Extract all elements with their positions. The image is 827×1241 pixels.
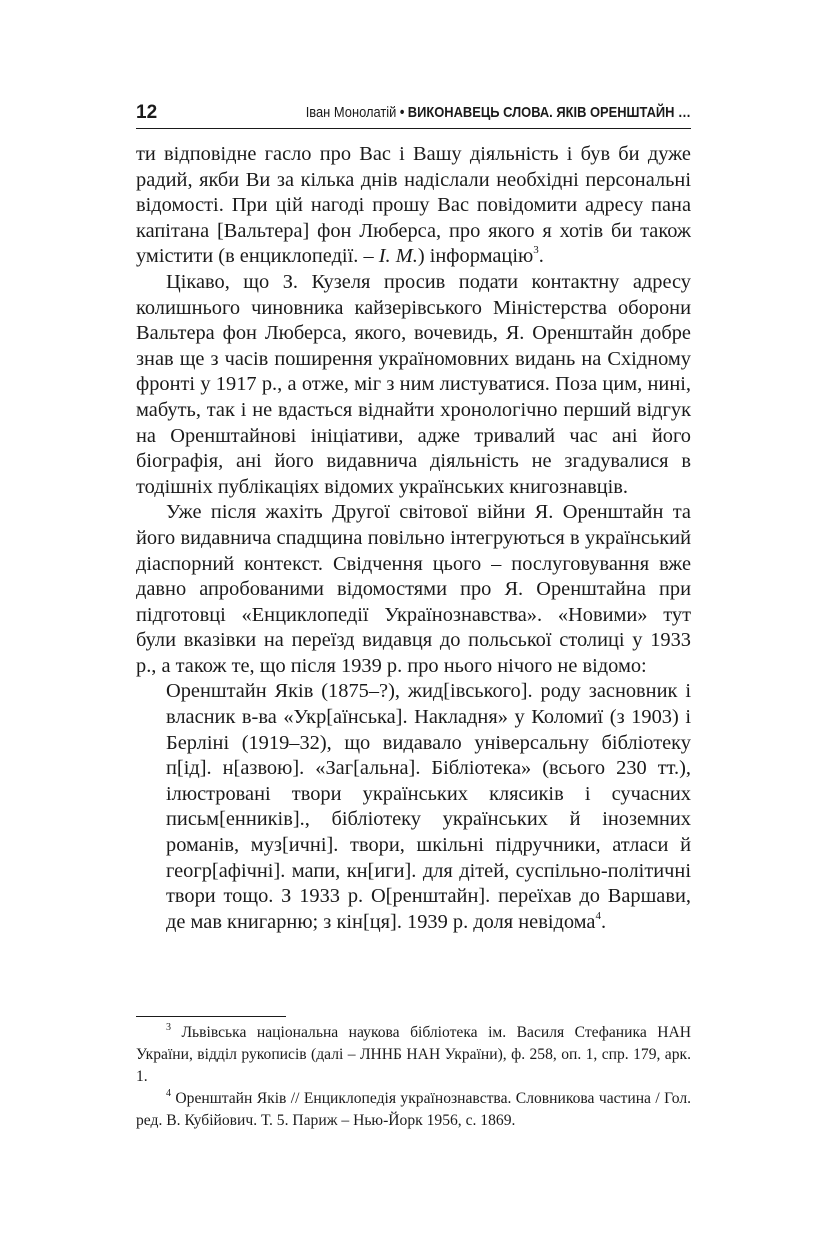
paragraph-letter-continuation (136, 142, 691, 270)
footnote-number: 3 (166, 1022, 171, 1033)
footnote-ref-4: 4 (595, 909, 601, 922)
paragraph-text: ти відповідне гасло про Вас і Вашу діяльність і був би дуже радий, якби Ви за кілька днів надіслали необхідні персональні відомості. При цій нагоді прошу Вас повідомити адресу пана капітана [Вальтера] фон Люберса, про якого я хотів би також умістити (в енциклопедії. – (136, 143, 691, 268)
footnote-divider (136, 1016, 286, 1017)
paragraph-kuzelia: Цікаво, що З. Кузеля просив подати контактну адресу колишнього чиновника кайзерівського Міністерства оборони Вальтера фон Люберса, якого, вочевидь, Я. Оренштайн добре знав ще з часів поширення україномовних видань на Східному фронті у 1917 р., а отже, міг з ним листуватися. Поза цим, нині, мабуть, так і не вдасться віднайти хронологічно перший відгук на Оренштайнові ініціативи, адже тривалий час ані його біографія, ані його видавнича діяльність не згадувалися в тодішніх публікаціях відомих українських книгознавців. (136, 270, 691, 498)
header-separator: • (399, 104, 405, 121)
footnote-text: Оренштайн Яків // Енциклопедія українознавства. Словникова частина / Гол. ред. В. Кубійович. Т. 5. Париж – Нью-Йорк 1956, с. 1869. (136, 1090, 691, 1129)
footnote-4 (136, 1088, 691, 1132)
paragraph-text-end: ) інформацію (417, 245, 534, 268)
footnote-number: 4 (166, 1088, 171, 1099)
footnote-ref-3: 3 (533, 244, 539, 257)
main-text (136, 142, 691, 935)
author-name: Іван Монолатій (305, 104, 397, 121)
page-number: 12 (136, 102, 158, 123)
quote-tail: . (601, 910, 607, 933)
paragraph-diaspora: Уже після жахіть Другої світової війни Я. Оренштайн та його видавнича спадщина повільно інтегруються в український діаспорний контекст. Свідчення цього – послуговування вже давно апробованими відомостями про Я. Оренштайна при підготовці «Енциклопедії Українознавства». «Новими» тут були вказівки на переїзд видавця до польської столиці у 1933 р., а також те, що після 1939 р. про нього нічого не відомо: (136, 501, 691, 677)
running-header (136, 100, 691, 129)
editor-initials: І. М. (378, 245, 418, 268)
quote-text: Оренштайн Яків (1875–?), жид[івського]. роду засновник і власник в-ва «Укр[аїнська]. Накладня» у Коломиї (з 1903) і Берліні (1919–32), що видавало універсальну бібліотеку п[ід]. н[азвою]. «Заг[альна]. Бібліотека» (всього 230 тт.), ілюстровані твори українських клясиків і сучасних письм[енників]., бібліотеку українських й іноземних романів, муз[ичні]. твори, шкільні підручники, атласи й геогр[афічні]. мапи, кн[иги]. для дітей, суспільно-політичні твори тощо. З 1933 р. О[ренштайн]. переїхав до Варшави, де мав книгарню; з кін[ця]. 1939 р. доля невідома (166, 680, 691, 933)
running-title (306, 104, 691, 121)
encyclopedia-quote (166, 679, 691, 935)
footnote-text: Львівська національна наукова бібліотека ім. Василя Стефаника НАН України, відділ рукописів (далі – ЛННБ НАН України), ф. 258, оп. 1, спр. 179, арк. 1. (136, 1024, 691, 1085)
book-title: ВИКОНАВЕЦЬ СЛОВА. ЯКІВ ОРЕНШТАЙН … (407, 104, 691, 121)
footnotes (136, 1022, 691, 1132)
footnote-3 (136, 1022, 691, 1088)
paragraph-tail: . (538, 245, 544, 268)
